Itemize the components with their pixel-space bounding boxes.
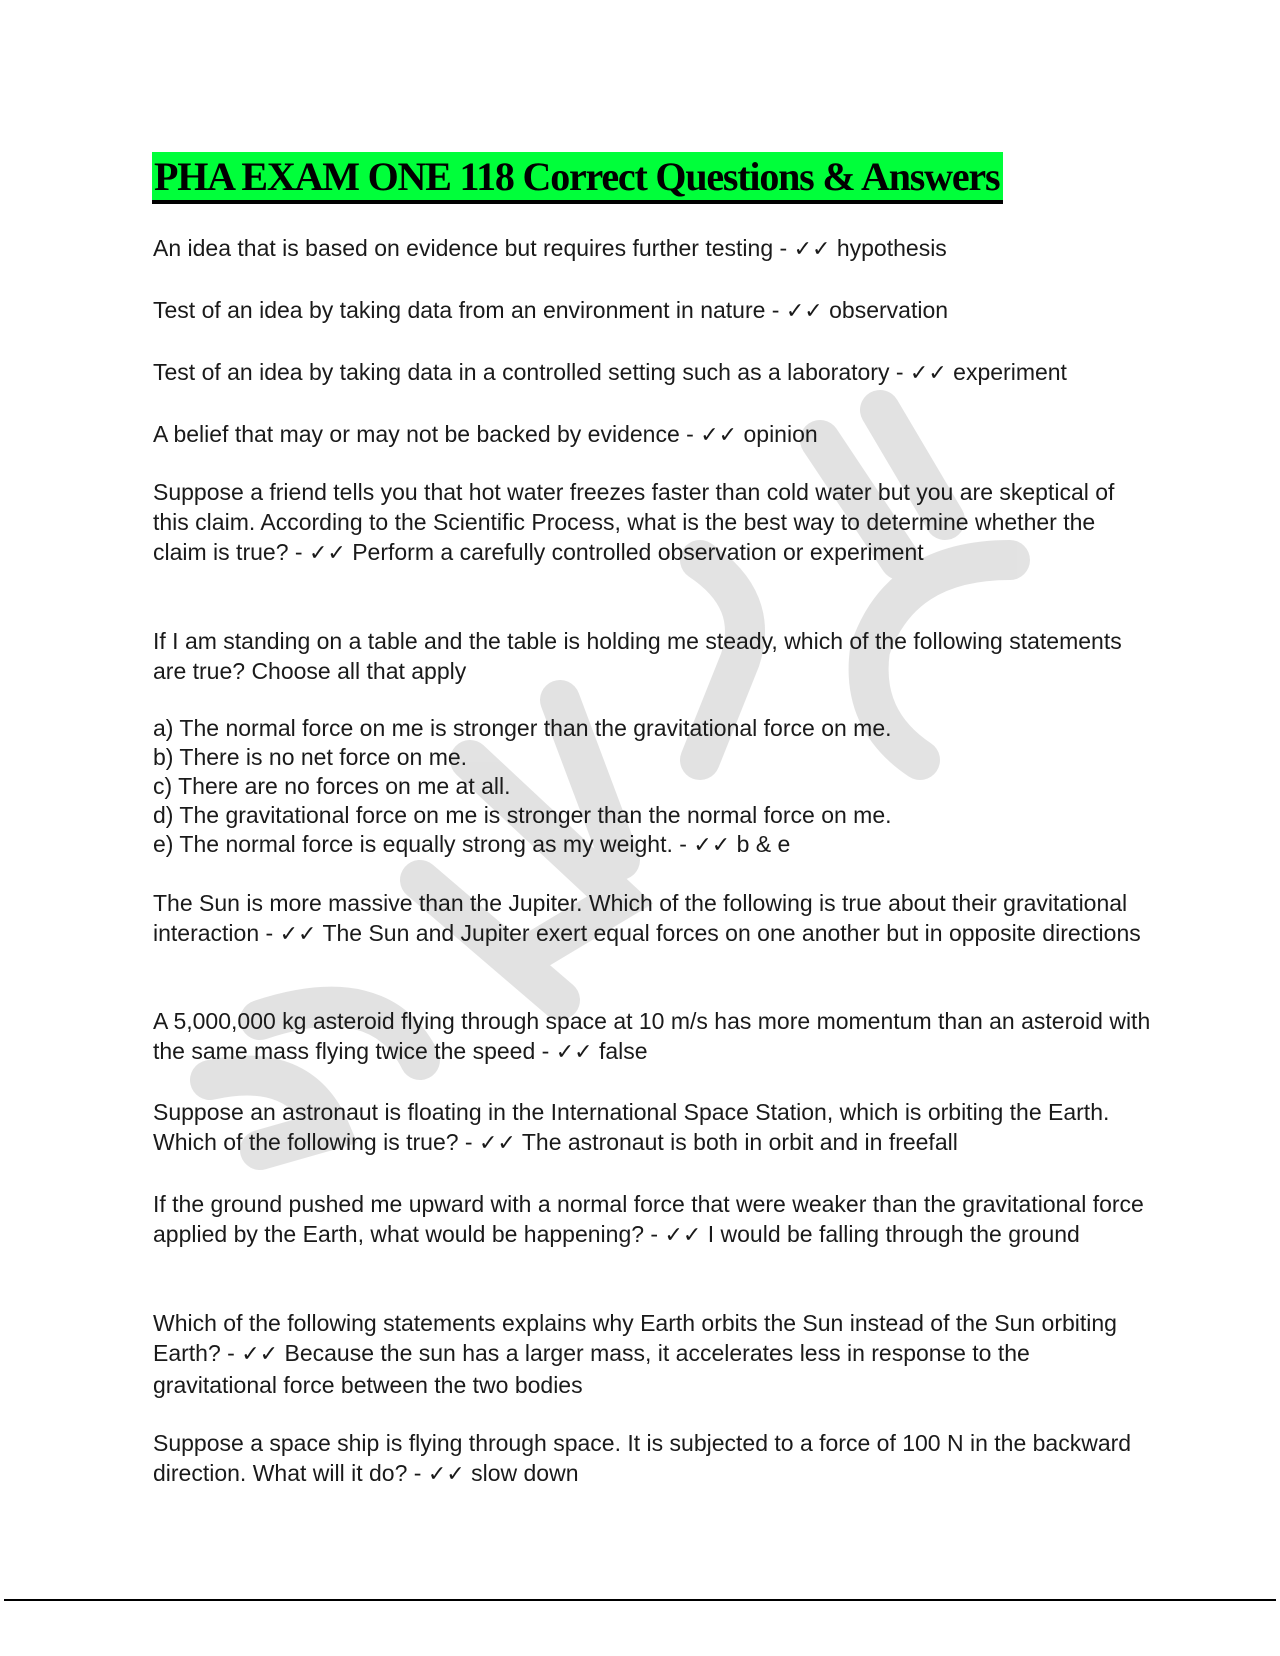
qa-item-6-options: [153, 713, 1153, 858]
document-title: PHA EXAM ONE 118 Correct Questions & Answers: [152, 152, 1003, 204]
qa-item-1: An idea that is based on evidence but requires further testing - ✓✓ hypothesis: [153, 235, 947, 262]
question-text: Suppose an astronaut is floating in the International Space Station, which is orbiting the Earth. Which of the following is true?: [153, 1099, 1110, 1155]
option-d: d) The gravitational force on me is stronger than the normal force on me.: [153, 802, 892, 828]
qa-item-9: Suppose an astronaut is floating in the International Space Station, which is orbiting the Earth. Which of the following is true? - ✓✓ The astronaut is both in orbit and in freefall: [153, 1099, 1110, 1156]
check-mark-icon: ✓✓: [693, 833, 731, 858]
qa-item-3: Test of an idea by taking data in a controlled setting such as a laboratory - ✓✓ experiment: [153, 359, 1067, 386]
footer-divider: [4, 1599, 1276, 1601]
question-text: The Sun is more massive than the Jupiter. Which of the following is true about their gravitational interaction: [153, 890, 1128, 946]
answer-text: false: [598, 1038, 648, 1064]
answer-text: I would be falling through the ground: [707, 1221, 1080, 1247]
option-a: a) The normal force on me is stronger than the gravitational force on me.: [153, 715, 892, 741]
check-mark-icon: ✓✓: [700, 423, 738, 448]
answer-text: opinion: [743, 421, 818, 447]
answer-text: experiment: [953, 359, 1067, 385]
qa-item-2: Test of an idea by taking data from an environment in nature - ✓✓ observation: [153, 297, 949, 324]
check-mark-icon: ✓✓: [308, 541, 346, 566]
answer-text: hypothesis: [836, 235, 947, 261]
answer-text: The Sun and Jupiter exert equal forces on one another but in opposite directions: [322, 920, 1141, 946]
question-text: Test of an idea by taking data from an environment in nature: [153, 297, 766, 323]
check-mark-icon: ✓✓: [909, 361, 947, 386]
question-text: Suppose a friend tells you that hot water freezes faster than cold water but you are skeptical of this claim. According to the Scientific Process, what is the best way to determine whether the claim is true?: [153, 479, 1115, 565]
qa-item-10: If the ground pushed me upward with a normal force that were weaker than the gravitational force applied by the Earth, what would be happening? - ✓✓ I would be falling through the ground: [153, 1191, 1144, 1248]
answer-text: Perform a carefully controlled observation or experiment: [352, 539, 924, 565]
check-mark-icon: ✓✓: [427, 1462, 465, 1487]
qa-item-11: Which of the following statements explains why Earth orbits the Sun instead of the Sun orbiting Earth? - ✓✓ Because the sun has a larger mass, it accelerates less in response to the gravitational force between the two bodies: [153, 1310, 1117, 1398]
question-text: A 5,000,000 kg asteroid flying through space at 10 m/s has more momentum than an asteroid with the same mass flying twice the speed: [153, 1008, 1151, 1064]
answer-text: b & e: [736, 831, 791, 857]
answer-text: Because the sun has a larger mass, it accelerates less in response to the gravitational force between the two bodies: [153, 1340, 1030, 1398]
option-e: e) The normal force is equally strong as my weight.: [153, 831, 673, 857]
question-text: Test of an idea by taking data in a controlled setting such as a laboratory: [153, 359, 890, 385]
answer-text: slow down: [471, 1460, 579, 1486]
qa-item-6: [153, 626, 1153, 686]
check-mark-icon: ✓✓: [785, 299, 823, 324]
question-text: Suppose a space ship is flying through space. It is subjected to a force of 100 N in the backward direction. What will it do?: [153, 1430, 1132, 1486]
qa-item-8: A 5,000,000 kg asteroid flying through space at 10 m/s has more momentum than an asteroid with the same mass flying twice the speed - ✓✓ false: [153, 1008, 1151, 1065]
answer-text: The astronaut is both in orbit and in freefall: [521, 1129, 958, 1155]
check-mark-icon: ✓✓: [479, 1131, 516, 1156]
qa-item-5: Suppose a friend tells you that hot water freezes faster than cold water but you are skeptical of this claim. According to the Scientific Process, what is the best way to determine whether the claim is true? - ✓✓ Perform a carefully controlled observation or experiment: [153, 479, 1115, 566]
qa-item-4: A belief that may or may not be backed by evidence - ✓✓ opinion: [153, 421, 818, 448]
answer-text: observation: [829, 297, 949, 323]
check-mark-icon: ✓✓: [279, 922, 317, 947]
check-mark-icon: ✓✓: [664, 1223, 702, 1248]
option-b: b) There is no net force on me.: [153, 744, 468, 770]
option-e-with-answer: e) The normal force is equally strong as my weight. - ✓✓ b & e: [153, 831, 791, 858]
question-text: If the ground pushed me upward with a normal force that were weaker than the gravitational force applied by the Earth, what would be happening?: [153, 1191, 1144, 1247]
question-text: If I am standing on a table and the table is holding me steady, which of the following statements are true? Choose all that apply: [153, 628, 1122, 684]
question-text: Which of the following statements explains why Earth orbits the Sun instead of the Sun orbiting Earth?: [153, 1310, 1117, 1366]
check-mark-icon: ✓✓: [241, 1342, 279, 1367]
option-c: c) There are no forces on me at all.: [153, 773, 511, 799]
question-text: A belief that may or may not be backed by evidence: [153, 421, 680, 447]
check-mark-icon: ✓✓: [793, 237, 831, 262]
question-text: An idea that is based on evidence but requires further testing: [153, 235, 774, 261]
check-mark-icon: ✓✓: [555, 1040, 593, 1065]
qa-item-12: Suppose a space ship is flying through space. It is subjected to a force of 100 N in the backward direction. What will it do? - ✓✓ slow down: [153, 1430, 1132, 1487]
title-wrap: [152, 152, 1003, 204]
qa-item-7: The Sun is more massive than the Jupiter. Which of the following is true about their gravitational interaction - ✓✓ The Sun and Jupiter exert equal forces on one another but in opposite directions: [153, 890, 1141, 947]
